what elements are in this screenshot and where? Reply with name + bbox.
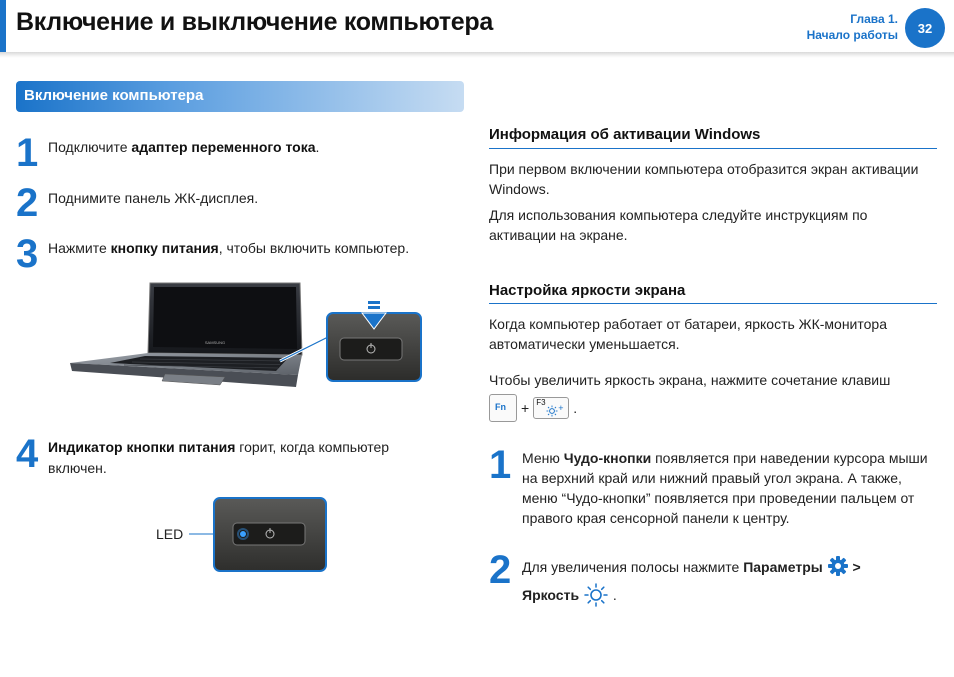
heading-rule — [489, 303, 937, 304]
plus-mark: + — [558, 403, 564, 413]
step-text-bold: Индикатор кнопки питания — [48, 439, 236, 455]
fn-key — [489, 394, 517, 422]
step-text: Поднимите панель ЖК-дисплея. — [48, 190, 259, 206]
page-title: Включение и выключение компьютера — [16, 8, 493, 36]
settings-label: Параметры — [743, 559, 823, 575]
step-text — [48, 437, 448, 479]
step-number: 1 — [489, 443, 512, 487]
power-led-illustration — [186, 496, 331, 574]
step-number: 2 — [16, 181, 39, 225]
step-text-bold: Чудо-кнопки — [563, 450, 652, 466]
windows-activation-para-2: Для использования компьютера следуйте инструкциям по активации на экране. — [489, 207, 868, 243]
step-text — [522, 553, 942, 609]
step-text-part: , чтобы включить компьютер. — [218, 240, 410, 256]
step-text — [48, 238, 458, 259]
gear-icon — [827, 555, 849, 577]
f3-key — [533, 397, 569, 419]
header-accent-bar — [0, 0, 6, 52]
laptop-power-button-illustration — [50, 275, 430, 400]
step-text-part: . — [315, 139, 320, 155]
windows-activation-para-1: При первом включении компьютера отобразится экран активации Windows. — [489, 161, 919, 197]
step-text-part: Подключите — [48, 139, 132, 155]
sun-icon — [546, 405, 558, 417]
laptop-brand: SAMSUNG — [204, 340, 226, 345]
brightness-para-2: Чтобы увеличить яркость экрана, нажмите сочетание клавиш — [489, 372, 891, 388]
period: . — [612, 587, 617, 603]
f3-key-label: F3 — [536, 398, 546, 407]
page-number-badge: 32 — [905, 8, 945, 48]
step-text-bold: адаптер переменного тока — [131, 139, 316, 155]
brightness-para-1: Когда компьютер работает от батареи, яркость ЖК-монитора автоматически уменьшается. — [489, 316, 887, 352]
chapter-label — [807, 11, 898, 43]
brightness-heading: Настройка яркости экрана — [489, 282, 686, 299]
step-number: 2 — [489, 548, 512, 592]
fn-key-label: Fn — [495, 402, 506, 412]
section-title: Включение компьютера — [24, 87, 204, 104]
heading-rule — [489, 148, 937, 149]
step-text — [48, 137, 448, 158]
chapter-title: Начало работы — [806, 28, 898, 42]
step-text-part: горит, когда компьютер включен. — [48, 439, 390, 476]
brightness-sun-icon — [583, 582, 609, 608]
chapter-number: Глава 1. — [850, 12, 898, 26]
led-label: LED — [156, 526, 184, 542]
step-text-part: Нажмите — [48, 240, 111, 256]
plus-sign: + — [521, 400, 530, 416]
step-text-part: появляется при наведении курсора мыши на верхний край или нижний правый угол экрана. А также, меню “Чудо-кнопки” появляется при проведении пальцем от правого края сенсорной панели к центру. — [522, 450, 928, 526]
step-text-bold: кнопку питания — [110, 240, 219, 256]
step-text-part: Для увеличения полосы нажмите — [522, 559, 744, 575]
arrow-separator: > — [852, 559, 861, 575]
brightness-label: Яркость — [522, 587, 580, 603]
step-number: 4 — [16, 432, 39, 476]
step-text — [522, 448, 940, 528]
step-text-part: Меню — [522, 450, 564, 466]
windows-activation-heading: Информация об активации Windows — [489, 126, 761, 143]
header-divider — [0, 52, 954, 58]
period: . — [573, 400, 578, 416]
fn-f3-key-combo — [489, 393, 577, 423]
step-number: 1 — [16, 131, 39, 175]
step-number: 3 — [16, 232, 39, 276]
